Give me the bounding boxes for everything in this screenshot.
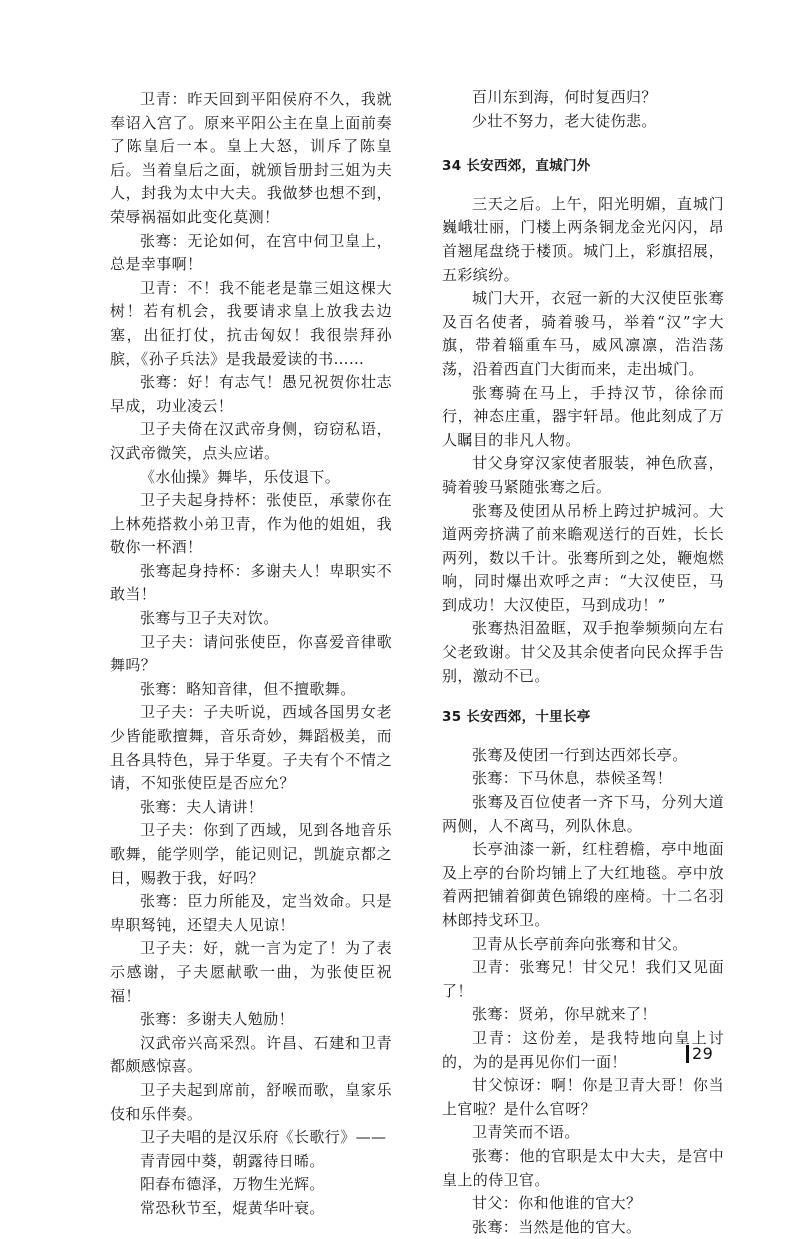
paragraph: 张骞起身持杯：多谢夫人！卑职实不敢当！ [110, 561, 392, 604]
paragraph: 《水仙操》舞毕，乐伎退下。 [140, 467, 341, 486]
poem-line: 青青园中葵，朝露待日晞。 [140, 1151, 325, 1170]
paragraph: 卫子夫：请问张使臣，你喜爱音律歌舞吗？ [110, 632, 392, 675]
paragraph: 长亭油漆一新，红柱碧檐，亭中地面及上亭的台阶均铺上了大红地毯。亭中放着两把铺着御黄色锦缎的座椅。十二名羽林郎持戈环卫。 [442, 840, 724, 929]
paragraph: 张骞：多谢夫人勉励！ [140, 1010, 295, 1029]
paragraph: 卫青：昨天回到平阳侯府不久，我就奉诏入宫了。原来平阳公主在皇上面前奏了陈皇后一本。皇上大怒，训斥了陈皇后。当着皇后之面，就颁旨册封三姐为夫人，封我为太中大夫。我做梦也想不到，荣辱祸福如此变化莫测！ [110, 90, 392, 226]
poem-line: 少壮不努力，老大徒伤悲。 [472, 111, 657, 130]
poem-line: 百川东到海，何时复西归？ [472, 88, 657, 106]
paragraph: 张骞：夫人请讲！ [140, 797, 264, 816]
paragraph: 张骞与卫子夫对饮。 [140, 609, 279, 628]
paragraph: 汉武帝兴高采烈。许昌、石建和卫青都颇感惊喜。 [110, 1033, 392, 1076]
paragraph: 卫青：这份差，是我特地向皇上讨的，为的是再见你们一面！ [442, 1028, 724, 1071]
scene-heading: 35 长安西郊，十里长亭 [442, 709, 591, 726]
paragraph: 卫青笑而不语。 [472, 1123, 580, 1142]
paragraph: 城门大开，衣冠一新的大汉使臣张骞及百名使者，骑着骏马，举着“汉”字大旗，带着辎重车马，威风凛凛，浩浩荡荡，沿着西直门大街而来，走出城门。 [442, 289, 724, 378]
paragraph: 张骞及使团一行到达西郊长亭。 [472, 745, 688, 764]
paragraph: 张骞及百位使者一齐下马，分列大道两侧，人不离马，列队休息。 [442, 793, 724, 835]
paragraph: 张骞热泪盈眶，双手抱拳频频向左右父老致谢。甘父及其余使者向民众挥手告别，激动不已。 [442, 619, 724, 685]
poem-line: 阳春布德泽，万物生光辉。 [140, 1175, 325, 1194]
paragraph: 卫子夫起身持杯：张使臣，承蒙你在上林苑搭救小弟卫青，作为他的姐姐，我敬你一杯酒！ [110, 491, 392, 557]
paragraph: 张骞：臣力所能及，定当效命。只是卑职驽钝，还望夫人见谅！ [110, 892, 392, 934]
paragraph: 张骞：他的官职是太中大夫，是宫中皇上的侍卫官。 [442, 1146, 724, 1189]
paragraph: 张骞骑在马上，手持汉节，徐徐而行，神态庄重，器宇轩昂。他此刻成了万人瞩目的非凡人物。 [442, 383, 724, 449]
scene-heading: 34 长安西郊，直城门外 [442, 158, 591, 175]
paragraph: 卫青：张骞兄！甘父兄！我们又见面了！ [442, 958, 724, 1000]
paragraph: 卫子夫起到席前，舒喉而歌，皇家乐伎和乐伴奏。 [110, 1080, 392, 1123]
paragraph: 张骞：贤弟，你早就来了！ [472, 1005, 657, 1024]
paragraph: 甘父惊讶：啊！你是卫青大哥！你当上官啦？是什么官呀？ [442, 1076, 724, 1118]
left-column [110, 88, 392, 1221]
paragraph: 卫青：不！我不能老是靠三姐这棵大树！若有机会，我要请求皇上放我去边塞，出征打仗，抗击匈奴！我很崇拜孙膑，《孙子兵法》是我最爱读的书…… [110, 278, 392, 368]
right-column [442, 86, 724, 1239]
poem-line: 常恐秋节至，焜黄华叶衰。 [140, 1198, 325, 1217]
paragraph: 张骞及使团从吊桥上跨过护城河。大道两旁挤满了前来瞻观送行的百姓，长长两列，数以千计。张骞所到之处，鞭炮燃响，同时爆出欢呼之声：“大汉使臣，马到成功！大汉使臣，马到成功！” [442, 501, 724, 614]
paragraph: 张骞：无论如何，在宫中伺卫皇上，总是幸事啊！ [110, 231, 392, 274]
paragraph: 张骞：当然是他的官大。 [472, 1217, 642, 1236]
paragraph: 卫青从长亭前奔向张骞和甘父。 [472, 934, 688, 953]
paragraph: 卫子夫唱的是汉乐府《长歌行》—— [140, 1128, 387, 1147]
paragraph: 张骞：下马休息，恭候圣驾！ [472, 769, 673, 788]
paragraph: 卫子夫：子夫听说，西域各国男女老少皆能歌擅舞，音乐奇妙，舞蹈极美，而且各具特色，异于华夏。子夫有个不情之请，不知张使臣是否应允？ [110, 703, 392, 793]
paragraph: 卫子夫：你到了西域，见到各地音乐歌舞，能学则学，能记则记，凯旋京都之日，赐教于我，好吗？ [110, 821, 392, 887]
paragraph: 张骞：略知音律，但不擅歌舞。 [140, 679, 356, 698]
paragraph: 甘父：你和他谁的官大？ [472, 1194, 642, 1213]
paragraph: 张骞：好！有志气！愚兄祝贺你壮志早成，功业凌云！ [110, 373, 392, 415]
paragraph: 甘父身穿汉家使者服装，神色欣喜，骑着骏马紧随张骞之后。 [442, 454, 724, 496]
paragraph: 卫子夫倚在汉武帝身侧，窃窃私语，汉武帝微笑，点头应诺。 [110, 420, 392, 462]
paragraph: 卫子夫：好，就一言为定了！为了表示感谢，子夫愿献歌一曲，为张使臣祝福！ [110, 939, 392, 1005]
page-number: 29 [686, 1045, 713, 1063]
paragraph: 三天之后。上午，阳光明媚，直城门巍峨壮丽，门楼上两条铜龙金光闪闪，昂首翘尾盘绕于楼顶。城门上，彩旗招展，五彩缤纷。 [442, 194, 724, 284]
